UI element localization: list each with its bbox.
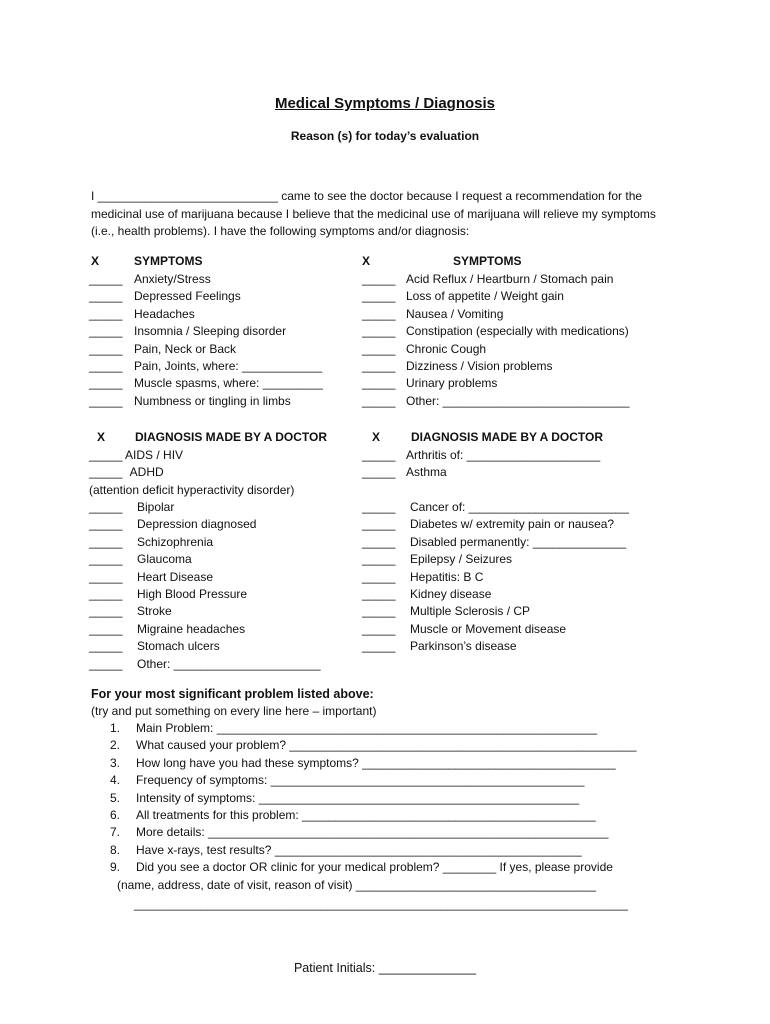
problem-note: (try and put something on every line here – important): [91, 704, 377, 718]
checklist-item-label: Diabetes w/ extremity pain or nausea?: [410, 517, 615, 532]
question-text: Intensity of symptoms: ________________________________________________: [136, 790, 580, 805]
symptoms-header-right: SYMPTOMS: [453, 254, 522, 268]
question-number: 5.: [110, 790, 121, 805]
question-text: Main Problem: _________________________________________________________: [136, 721, 598, 735]
checkbox-blank: _____: [362, 569, 396, 584]
question-number: 7.: [110, 825, 121, 840]
checklist-item-label: Other: ______________________: [137, 656, 321, 671]
question-number: 8.: [110, 842, 121, 857]
checklist-item-label: Depressed Feelings: [134, 289, 241, 304]
checkbox-blank: _____: [362, 272, 396, 286]
checklist-item[interactable]: [89, 586, 321, 603]
diagnosis-right-list: [362, 499, 629, 656]
question-text: More details: ____________________________________________________________: [136, 825, 609, 840]
checkbox-blank: _____: [362, 341, 396, 356]
checklist-item-label: Depression diagnosed: [137, 517, 257, 532]
question-number: 1.: [110, 721, 121, 735]
checkbox-blank: _____: [362, 621, 396, 636]
checklist-item[interactable]: [89, 341, 323, 358]
checklist-item-label: Asthma: [406, 465, 447, 480]
checkbox-blank: _____: [89, 393, 123, 408]
checkbox-blank: _____: [362, 604, 396, 619]
checkbox-blank: _____: [89, 621, 123, 636]
diagnosis-x-label-left: X: [97, 430, 106, 444]
checklist-item[interactable]: [362, 638, 629, 655]
checklist-item[interactable]: [362, 375, 630, 392]
question-number: 4.: [110, 773, 121, 788]
question-row[interactable]: [110, 859, 636, 876]
checkbox-blank: _____: [89, 604, 123, 619]
checkbox-blank: _____: [362, 306, 396, 321]
checkbox-blank: _____: [362, 393, 396, 408]
checklist-item[interactable]: [89, 271, 323, 288]
checklist-item-label: Arthritis of: ____________________: [406, 448, 601, 462]
checklist-item-label: Stroke: [137, 604, 172, 619]
checklist-item-label: Bipolar: [137, 500, 175, 514]
question-row[interactable]: [110, 807, 636, 824]
diagnosis-adhd-note: (attention deficit hyperactivity disorder): [89, 483, 295, 497]
checklist-item-label: High Blood Pressure: [137, 586, 248, 601]
diagnosis-item-label: ADHD: [129, 465, 164, 479]
problem-heading: For your most significant problem listed above:: [91, 687, 374, 701]
checklist-item[interactable]: [89, 516, 321, 533]
checklist-item-label: Pain, Neck or Back: [134, 341, 237, 356]
checklist-item[interactable]: [362, 323, 630, 340]
question-row[interactable]: [110, 772, 636, 789]
checkbox-blank: _____: [362, 289, 396, 304]
checklist-item-label: Kidney disease: [410, 586, 492, 601]
intro-paragraph: I ___________________________ came to see the doctor because I request a recommendation for the medicinal use of marijuana because I believe that the medicinal use of marijuana will relieve my symptoms (i.e., health problems). I have the following symptoms and/or diagnosis:: [91, 189, 656, 238]
question-row[interactable]: [110, 737, 636, 754]
symptoms-header-left: SYMPTOMS: [134, 254, 203, 268]
symptoms-right-list: [362, 271, 630, 410]
checklist-item-label: Numbness or tingling in limbs: [134, 393, 291, 408]
checklist-item-label: Muscle or Movement disease: [410, 621, 567, 636]
checkbox-blank: _____: [362, 639, 396, 654]
checkbox-blank: _____: [89, 534, 123, 549]
checkbox-blank: _____: [362, 465, 396, 480]
checkbox-blank: _____: [89, 586, 123, 601]
checkbox-blank: _____: [362, 517, 396, 532]
question-number: 2.: [110, 738, 121, 753]
checklist-item-label: Muscle spasms, where: _________: [134, 376, 323, 391]
question-row[interactable]: [110, 790, 636, 807]
checklist-item[interactable]: [362, 569, 629, 586]
checklist-item-label: Headaches: [134, 306, 195, 321]
checklist-item[interactable]: [362, 306, 630, 323]
checkbox-blank: _____: [89, 306, 123, 321]
checklist-item-label: Constipation (especially with medications): [406, 324, 629, 339]
question-text: What caused your problem? ____________________________________________________: [136, 738, 637, 753]
checklist-item-label: Loss of appetite / Weight gain: [406, 289, 564, 304]
checkbox-blank: _____: [362, 534, 396, 549]
checklist-item[interactable]: [362, 499, 629, 516]
checklist-item-label: Migraine headaches: [137, 621, 246, 636]
question-text: Have x-rays, test results? ______________________________________________: [136, 842, 582, 857]
checkbox-blank: _____: [362, 500, 396, 514]
checklist-item[interactable]: [89, 569, 321, 586]
checklist-item[interactable]: [362, 516, 629, 533]
problem-questions: [110, 720, 636, 877]
checkbox-blank: _____: [362, 552, 396, 567]
diagnosis-left-list: [89, 499, 321, 673]
checklist-item[interactable]: [89, 638, 321, 655]
checklist-item-label: Multiple Sclerosis / CP: [410, 604, 531, 619]
question-text: Frequency of symptoms: _______________________________________________: [136, 773, 585, 788]
checkbox-blank: _____: [89, 517, 123, 532]
problem-continuation[interactable]: (name, address, date of visit, reason of visit) ____________________________________: [117, 878, 597, 892]
page-title: Medical Symptoms / Diagnosis: [274, 95, 496, 112]
checkbox-blank: _____: [89, 552, 123, 567]
checklist-item-label: Insomnia / Sleeping disorder: [134, 324, 287, 339]
checklist-item[interactable]: [89, 375, 323, 392]
question-number: 9.: [110, 860, 121, 875]
checklist-item[interactable]: [89, 288, 323, 305]
diagnosis-x-label-right: X: [372, 430, 381, 444]
checklist-item[interactable]: [362, 393, 630, 410]
checklist-item-label: Stomach ulcers: [137, 639, 220, 654]
checkbox-blank: _____: [89, 639, 123, 654]
checkbox-blank: _____: [362, 376, 396, 391]
checklist-item[interactable]: [362, 288, 630, 305]
question-row[interactable]: [110, 720, 636, 737]
question-text: Did you see a doctor OR clinic for your medical problem? ________ If yes, please provide: [136, 860, 613, 875]
checkbox-blank: _____: [362, 324, 396, 339]
checkbox-blank: _____: [89, 376, 123, 391]
checklist-item[interactable]: [362, 586, 629, 603]
checklist-item-label: Chronic Cough: [406, 341, 487, 356]
checklist-item[interactable]: [89, 656, 321, 673]
checklist-item[interactable]: [89, 306, 323, 323]
checklist-item-label: Urinary problems: [406, 376, 498, 391]
checklist-item-label: Other: ____________________________: [406, 393, 630, 408]
symptoms-left-list: [89, 271, 323, 410]
question-text: All treatments for this problem: ____________________________________________: [136, 807, 596, 822]
symptoms-x-label-left: X: [91, 254, 100, 268]
checklist-item[interactable]: [89, 603, 321, 620]
question-text: How long have you had these symptoms? ______________________________________: [136, 755, 616, 770]
checklist-item[interactable]: [89, 358, 323, 375]
checklist-item[interactable]: [362, 621, 629, 638]
checklist-item[interactable]: [89, 393, 323, 410]
question-number: 6.: [110, 807, 121, 822]
checklist-item-label: Cancer of: ________________________: [410, 500, 629, 514]
diagnosis-header-right: DIAGNOSIS MADE BY A DOCTOR: [411, 430, 604, 444]
checklist-item[interactable]: [362, 603, 629, 620]
checklist-item-label: Glaucoma: [137, 552, 192, 567]
checkbox-blank: _____: [89, 324, 123, 339]
page-subtitle: Reason (s) for today’s evaluation: [290, 129, 480, 143]
checklist-item-label: Dizziness / Vision problems: [406, 358, 553, 373]
checklist-item[interactable]: [362, 551, 629, 568]
checklist-item[interactable]: [362, 534, 629, 551]
patient-initials[interactable]: Patient Initials: ______________: [293, 961, 477, 975]
checkbox-blank: _____: [89, 341, 123, 356]
diagnosis-right-top-list: [362, 447, 600, 482]
checklist-item[interactable]: [89, 499, 321, 516]
checklist-item[interactable]: [89, 621, 321, 638]
checklist-item-label: Nausea / Vomiting: [406, 306, 504, 321]
checkbox-blank: _____: [362, 358, 396, 373]
checkbox-blank: _____: [89, 289, 123, 304]
checklist-item[interactable]: [362, 464, 600, 481]
symptoms-x-label-right: X: [362, 254, 371, 268]
checkbox-blank: _____: [89, 569, 123, 584]
question-row[interactable]: [110, 824, 636, 841]
checklist-item-label: Parkinson’s disease: [410, 639, 517, 654]
checklist-item-label: Disabled permanently: ______________: [410, 534, 627, 549]
checkbox-blank: _____: [89, 272, 123, 286]
checkbox-blank: _____: [362, 586, 396, 601]
checklist-item-label: Hepatitis: B C: [410, 569, 484, 584]
checkbox-blank: _____: [362, 448, 396, 462]
question-row[interactable]: [110, 842, 636, 859]
checklist-item[interactable]: [89, 323, 323, 340]
checklist-item[interactable]: [362, 341, 630, 358]
question-number: 3.: [110, 755, 121, 770]
diagnosis-header-left: DIAGNOSIS MADE BY A DOCTOR: [135, 430, 328, 444]
problem-final-line[interactable]: __________________________________________________________________________: [134, 897, 628, 911]
checkbox-blank: _____: [89, 500, 123, 514]
checklist-item-label: Heart Disease: [137, 569, 214, 584]
checklist-item[interactable]: [362, 358, 630, 375]
checklist-item[interactable]: [362, 271, 630, 288]
checkbox-blank: _____: [89, 656, 123, 671]
question-row[interactable]: [110, 755, 636, 772]
checklist-item[interactable]: [89, 551, 321, 568]
checklist-item-label: Schizophrenia: [137, 534, 214, 549]
checklist-item-label: Anxiety/Stress: [134, 272, 211, 286]
checklist-item-label: Pain, Joints, where: ____________: [134, 358, 323, 373]
checklist-item[interactable]: [89, 534, 321, 551]
diagnosis-aids-row[interactable]: _____ AIDS / HIV: [89, 448, 184, 462]
checkbox-blank: _____: [89, 358, 123, 373]
checklist-item-label: Acid Reflux / Heartburn / Stomach pain: [406, 272, 614, 286]
checklist-item-label: Epilepsy / Seizures: [410, 552, 513, 567]
checkbox-blank: _____: [89, 465, 123, 479]
diagnosis-adhd-row[interactable]: [89, 464, 164, 480]
checklist-item[interactable]: [362, 447, 600, 464]
